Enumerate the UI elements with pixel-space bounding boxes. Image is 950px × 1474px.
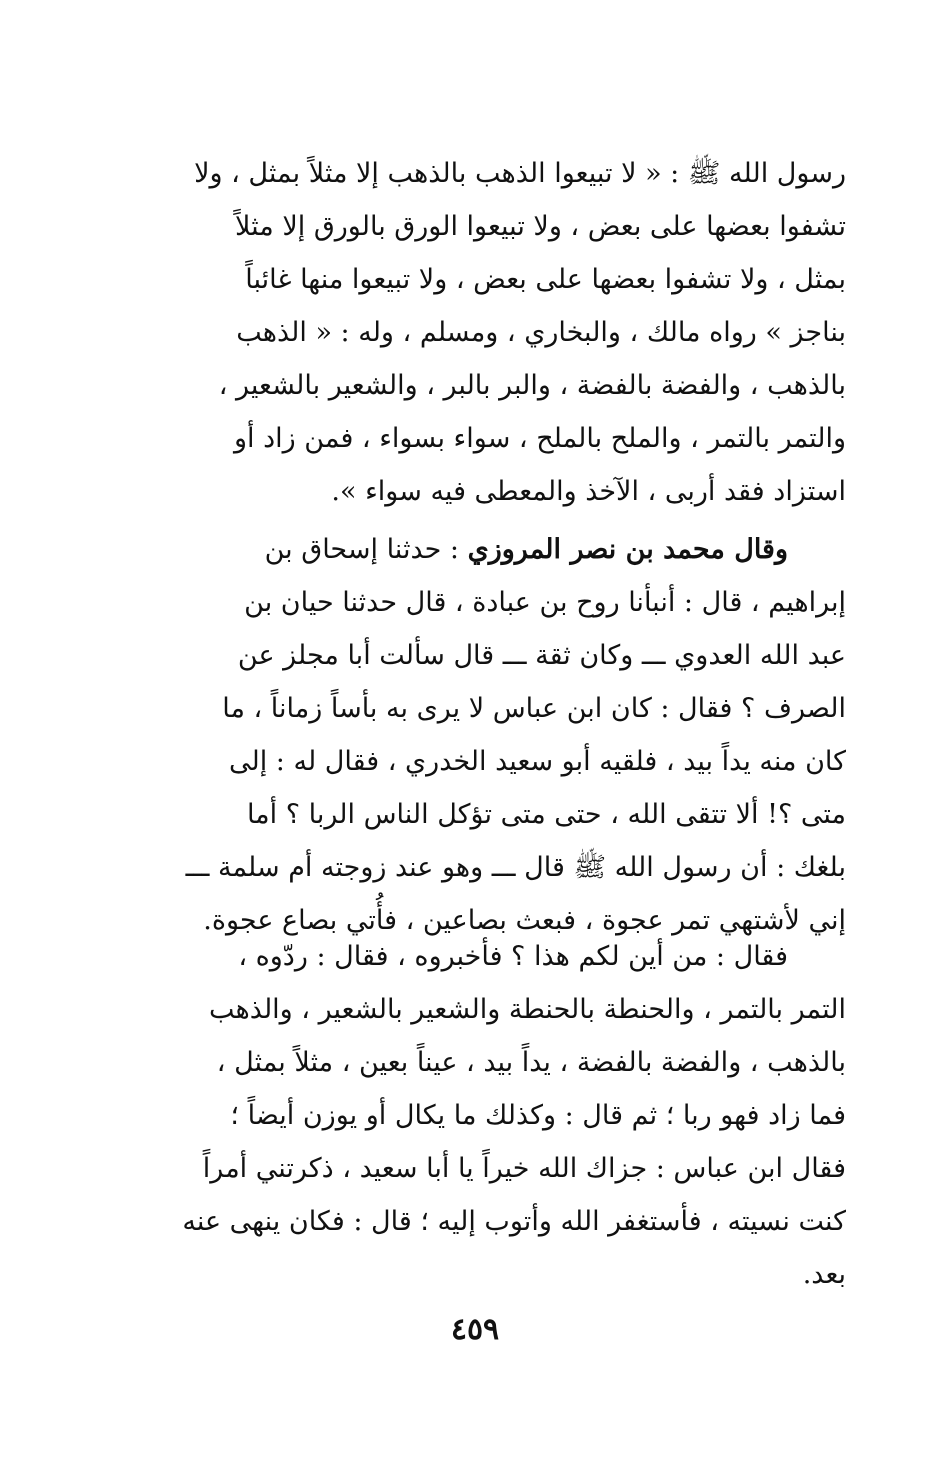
text-line: إني لأشتهي تمر عجوة ، فبعث بصاعين ، فأُتي بصاع عجوة. [203, 905, 846, 936]
text-line: بناجز » رواه مالك ، والبخاري ، ومسلم ، وله : « الذهب [236, 317, 846, 348]
first-line-rest: : حدثنا إسحاق بن [264, 534, 468, 565]
text-line [100, 523, 846, 576]
text-line: بالذهب ، والفضة بالفضة ، والبر بالبر ، والشعير بالشعير ، [218, 370, 846, 401]
text-line: إبراهيم ، قال : أنبأنا روح بن عبادة ، قال حدثنا حيان بن [244, 587, 846, 618]
text-line: عبد الله العدوي ـــ وكان ثقة ـــ قال سألت أبا مجلز عن [237, 640, 846, 671]
text-line: كان منه يداً بيد ، فلقيه أبو سعيد الخدري ، فقال له : إلى [228, 746, 846, 777]
text-line: تشفوا بعضها على بعض ، ولا تبيعوا الورق بالورق إلا مثلاً [235, 211, 846, 242]
text-line: التمر بالتمر ، والحنطة بالحنطة والشعير بالشعير ، والذهب [209, 994, 846, 1025]
narrator-name-bold: وقال محمد بن نصر المروزي [467, 534, 788, 565]
text-line: بلغك : أن رسول الله ﷺ قال ـــ وهو عند زوجته أم سلمة ـــ [185, 852, 846, 883]
text-line: الصرف ؟ فقال : كان ابن عباس لا يرى به بأساً زماناً ، ما [222, 693, 846, 724]
text-line: بالذهب ، والفضة بالفضة ، يداً بيد ، عيناً بعين ، مثلاً بمثل ، [216, 1047, 846, 1078]
text-line: فقال : من أين لكم هذا ؟ فأخبروه ، فقال : ردّوه ، [238, 941, 788, 972]
text-line: بمثل ، ولا تشفوا بعضها على بعض ، ولا تبيعوا منها غائباً [245, 264, 846, 295]
text-line: استزاد فقد أربى ، الآخذ والمعطى فيه سواء ». [331, 476, 846, 507]
text-line: بعد. [802, 1259, 846, 1290]
text-line: والتمر بالتمر ، والملح بالملح ، سواء بسواء ، فمن زاد أو [234, 423, 846, 454]
text-line: متى ؟! ألا تتقى الله ، حتى متى تؤكل الناس الربا ؟ أما [246, 799, 846, 830]
page-number: ٤٥٩ [450, 1312, 500, 1347]
text-line: كنت نسيته ، فأستغفر الله وأتوب إليه ؛ قال : فكان ينهى عنه [182, 1206, 846, 1237]
paragraph-hadith-text [100, 147, 846, 518]
text-line: رسول الله ﷺ : « لا تبيعوا الذهب بالذهب إلا مثلاً بمثل ، ولا [194, 158, 846, 189]
paragraph-marwazi-narration [100, 523, 846, 947]
text-line: فقال ابن عباس : جزاك الله خيراً يا أبا سعيد ، ذكرتني أمراً [202, 1153, 846, 1184]
text-line: فما زاد فهو ربا ؛ ثم قال : وكذلك ما يكال أو يوزن أيضاً ؛ [230, 1100, 846, 1131]
paragraph-continuation [100, 930, 846, 1301]
